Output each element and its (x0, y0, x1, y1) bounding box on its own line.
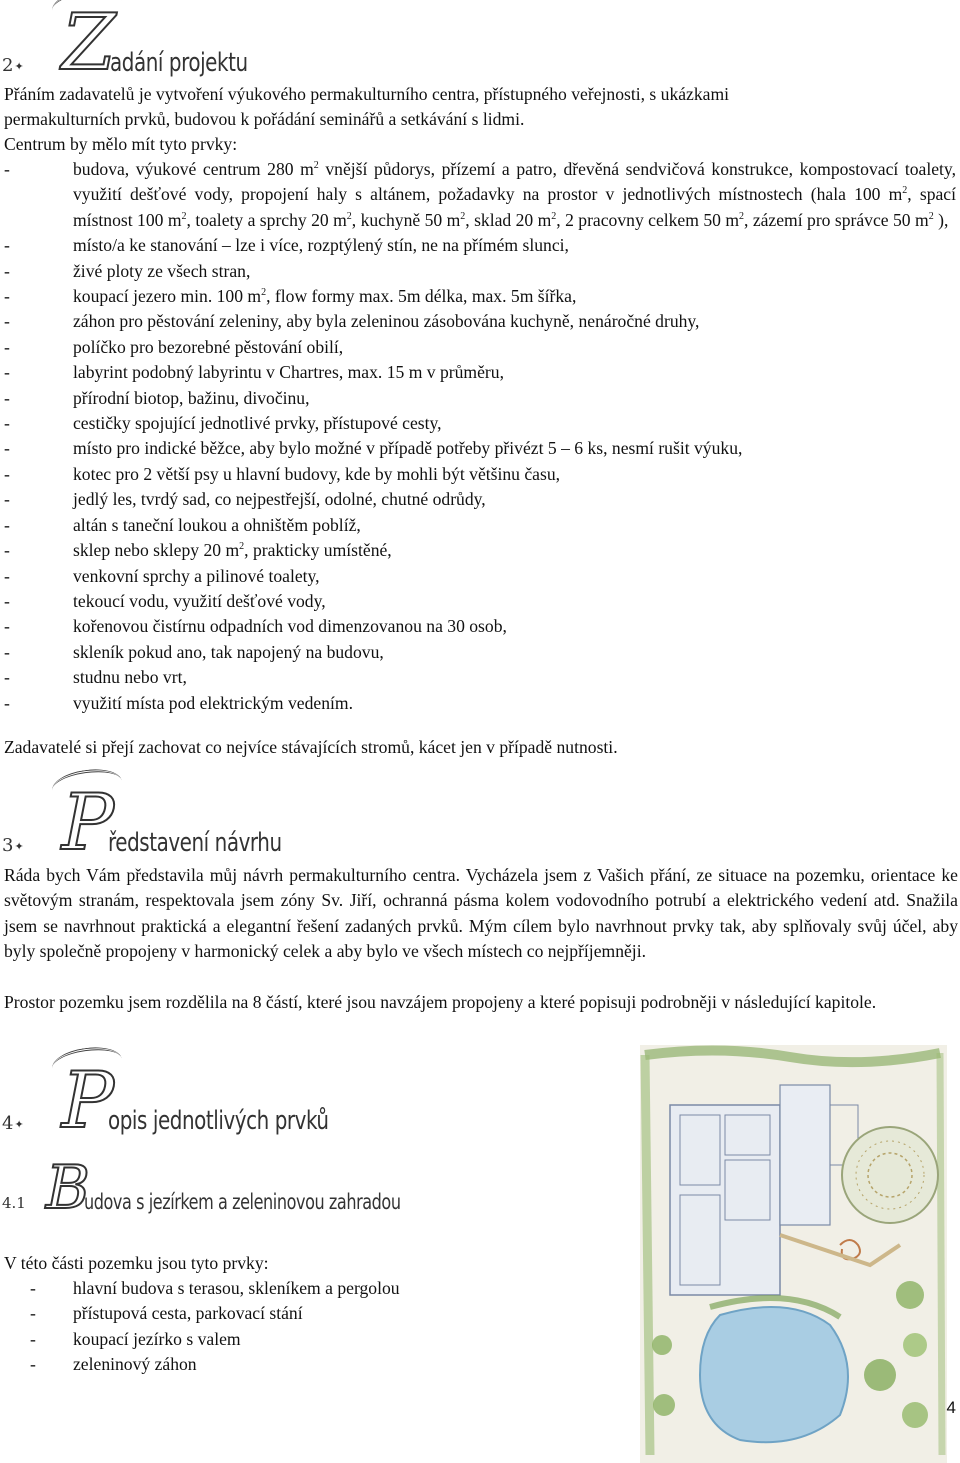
page-number: 4 (946, 1398, 956, 1417)
section-3-heading (2, 778, 312, 868)
list-item: - místo/a ke stanování – lze i více, rozptýlený stín, ne na přímém slunci, (4, 235, 569, 256)
list-item: - zeleninový záhon (30, 1354, 197, 1375)
list-item: - kořenovou čistírnu odpadních vod dimenzovanou na 30 osob, (4, 616, 507, 637)
requirements-list (4, 157, 956, 716)
list-item: - skleník pokud ano, tak napojený na budovu, (4, 641, 384, 662)
section-4-1-heading (2, 1153, 456, 1223)
section-number: 3✦ (2, 835, 24, 856)
site-plan-image (640, 1045, 947, 1463)
intro-4-1: V této části pozemku jsou tyto prvky: (4, 1253, 269, 1273)
intro-line-2: permakulturních prvků, budovou k pořádání seminářů a setkávání s lidmi. (4, 109, 525, 129)
intro-line-3: Centrum by mělo mít tyto prvky: (4, 134, 238, 154)
closing-paragraph: Zadavatelé si přejí zachovat co nejvíce stávajících stromů, kácet jen v případě nutnosti. (4, 737, 618, 757)
list-item: - koupací jezero min. 100 $m^2$, flow formy max. 5m délka, max. 5m šířka, (4, 286, 577, 307)
list-item: - jedlý les, tvrdý sad, co nejpestřejší, odolné, chutné odrůdy, (4, 489, 486, 510)
list-item: - přístupová cesta, parkovací stání (30, 1303, 303, 1324)
intro-line-1: Přáním zadavatelů je vytvoření výukového permakulturního centra, přístupného veřejnosti, s ukázkami (4, 84, 730, 104)
list-item: - hlavní budova s terasou, skleníkem a pergolou (30, 1278, 400, 1298)
section-4-heading (2, 1056, 368, 1146)
section-title: ředstavení návrhu (108, 828, 282, 858)
list-item: - budova, výukové centrum 280 $m^2$ vnější půdorys, přízemí a patro, dřevěná sendvičová konstrukce, kompostovací toalety, využití dešťové vody, propojení haly s altánem, požadavky na prostor v jednotlivých místnostech (hala 100 $m^2$, spací místnost 100 $m^2$, toalety a sprchy 20 $m^2$, kuchyně 50 $m^2$, sklad 20 $m^2$, 2 pracovny celkem 50 $m^2$, zázemí pro správce 50 $m^2$ ), (4, 159, 956, 230)
list-item: - sklep nebo sklepy 20 $m^2$, prakticky umístěné, (4, 540, 392, 561)
paragraph: Prostor pozemku jsem rozdělila na 8 částí, které jsou navzájem propojeny a které popisuji podrobněji v následující kapitole. (4, 992, 877, 1012)
list-item: - záhon pro pěstování zeleniny, aby byla zeleninou zásobována kuchyně, nenáročné druhy, (4, 311, 700, 332)
list-item: - cestičky spojující jednotlivé prvky, přístupové cesty, (4, 413, 442, 434)
list-item: - živé ploty ze všech stran, (4, 260, 251, 281)
section-title: adání projektu (109, 48, 248, 78)
section-2-heading (2, 0, 272, 88)
section-4-1-list (4, 1276, 604, 1378)
section-number: 4✦ (2, 1113, 24, 1134)
list-item: - tekoucí vodu, využití dešťové vody, (4, 590, 326, 611)
list-item: - koupací jezírko s valem (30, 1328, 241, 1349)
list-item: - studnu nebo vrt, (4, 667, 187, 688)
ornamental-drop-cap: P (62, 1062, 114, 1140)
section-title: opis jednotlivých prvků (108, 1106, 329, 1136)
list-item: - altán s taneční loukou a ohništěm poblíž, (4, 514, 361, 535)
list-item: - labyrint podobný labyrintu v Chartres, max. 15 m v průměru, (4, 362, 504, 383)
ornamental-drop-cap: B (45, 1153, 90, 1223)
list-item: - políčko pro bezorebné pěstování obilí, (4, 336, 344, 357)
section-number: 4.1 (2, 1194, 26, 1212)
list-item: - přírodní biotop, bažinu, divočinu, (4, 387, 310, 408)
section-number: 2✦ (2, 55, 24, 76)
paragraph: Ráda bych Vám představila můj návrh permakulturního centra. Vycházela jsem z Vašich přání, ze situace na pozemku, orientace ke světovým stranám, respektovala jsem zóny Sv. Jiří, ochranná pásma kolem vodovodního potrubí a elektrického vedení atd. Snažila jsem se navrhnout praktická a elegantní řešení zadaných prvků. Mým cílem bylo navrhnout prvky tak, aby splňovaly svůj účel, aby byly společně propojeny v harmonický celek a aby bylo ve všech místech co nejpříjemněji. (4, 865, 958, 962)
ornamental-drop-cap: P (62, 784, 114, 862)
list-item: - místo pro indické běžce, aby bylo možné v případě potřeby přivézt 5 – 6 ks, nesmí rušit výuku, (4, 438, 743, 459)
list-item: - venkovní sprchy a pilinové toalety, (4, 565, 320, 586)
site-plan-drawing (640, 1045, 947, 1463)
list-item: - využití místa pod elektrickým vedením. (4, 692, 353, 713)
list-item: - kotec pro 2 větší psy u hlavní budovy, kde by mohli být většinu času, (4, 463, 561, 484)
ornamental-drop-cap: Z (62, 4, 116, 82)
section-title: udova s jezírkem a zeleninovou zahradou (83, 1190, 401, 1214)
